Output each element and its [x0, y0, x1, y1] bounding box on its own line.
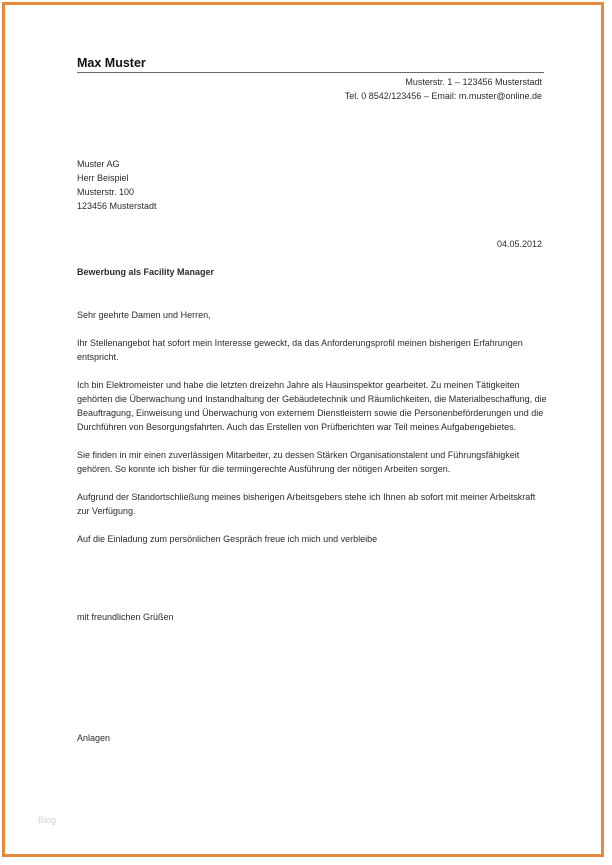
sender-address: Musterstr. 1 – 123456 Musterstadt — [405, 77, 542, 87]
recipient-company: Muster AG — [77, 159, 120, 169]
paragraph: Sie finden in mir einen zuverlässigen Mitarbeiter, zu dessen Stärken Organisationstalent und Führungsfähigkeit gehören. So konnte ich bisher für die termingerechte Ausführung der nötigen Arbeiten sorgen. — [77, 450, 520, 474]
paragraph: Aufgrund der Standortschließung meines bisherigen Arbeitsgebers stehe ich Ihnen ab sofort mit meiner Arbeitskraft zur Verfügung. — [77, 492, 536, 516]
subject-line: Bewerbung als Facility Manager — [77, 267, 215, 277]
sender-name: Max Muster — [77, 56, 146, 70]
letter-body — [77, 308, 547, 560]
recipient-city: 123456 Musterstadt — [77, 201, 157, 211]
letter-date: 04.05.2012 — [496, 239, 542, 249]
attachments-label: Anlagen — [77, 733, 111, 743]
paragraph: Auf die Einladung zum persönlichen Gespräch freue ich mich und verbleibe — [77, 534, 378, 544]
closing: mit freundlichen Grüßen — [77, 612, 174, 622]
sender-block — [345, 75, 542, 103]
sender-contact: Tel. 0 8542/123456 – Email: m.muster@online.de — [344, 91, 542, 101]
recipient-block — [77, 157, 157, 213]
watermark: Blog — [38, 815, 57, 825]
recipient-person: Herr Beispiel — [77, 173, 129, 183]
recipient-street: Musterstr. 100 — [77, 187, 135, 197]
paragraph: Ihr Stellenangebot hat sofort mein Interesse geweckt, da das Anforderungsprofil meinen bisherigen Erfahrungen entspricht. — [77, 338, 523, 362]
header-rule — [77, 72, 544, 73]
paragraph: Ich bin Elektromeister und habe die letzten dreizehn Jahre als Hausinspektor gearbeitet. Zu meinen Tätigkeiten gehörten die Überwachung und Instandhaltung der Gebäudetechnik und Räumlichkeiten, die Materialbeschaffung, die Beauftragung, Einweisung und Überwachung von externem Dienstleistern sowie die Personenbeförderungen und die Durchführen von Besorgungsfahrten. Auch das Erstellen von Prüfberichten war Teil meines Aufgabengebietes. — [77, 380, 547, 432]
salutation: Sehr geehrte Damen und Herren, — [77, 310, 211, 320]
